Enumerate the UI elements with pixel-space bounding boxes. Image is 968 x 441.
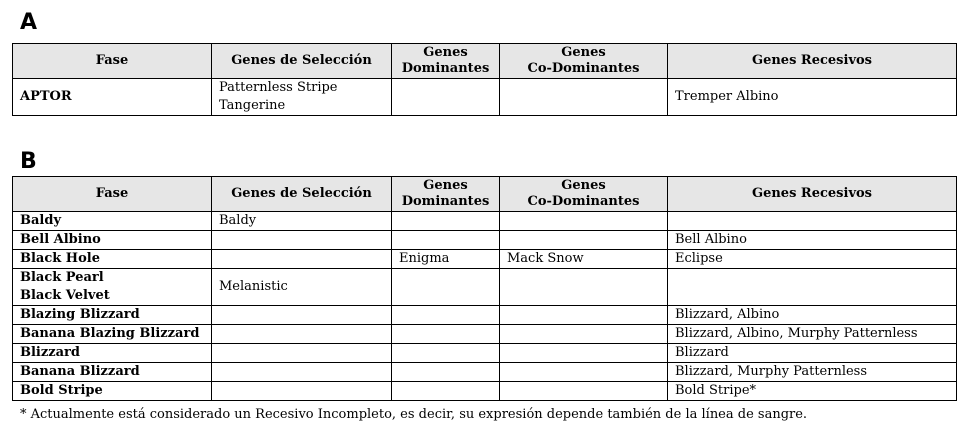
header-genes-codominantes-line: Co-Dominantes (527, 61, 640, 76)
cell-fase-text: APTOR (20, 89, 72, 104)
header-genes-codominantes-line: Co-Dominantes (527, 194, 640, 209)
genes-table-a (12, 43, 957, 116)
cell-recesivos-text: Blizzard, Albino, Murphy Patternless (675, 326, 918, 341)
header-fase-line: Fase (95, 186, 129, 201)
cell-recesivos (668, 382, 957, 401)
footnote: * Actualmente está considerado un Recesivo Incompleto, es decir, su expresión depende también de la línea de sangre. (20, 407, 808, 422)
cell-dominantes (392, 79, 500, 116)
table-a-header-row (13, 44, 957, 79)
cell-recesivos-text: Bold Stripe* (675, 383, 757, 398)
cell-codominantes (500, 325, 668, 344)
cell-recesivos-text: Blizzard, Murphy Patternless (675, 364, 868, 379)
cell-seleccion-text: Melanistic (219, 279, 288, 294)
cell-seleccion-text: Patternless Stripe (219, 80, 338, 95)
cell-fase-text: Bold Stripe (20, 383, 103, 398)
cell-seleccion-text: Tangerine (219, 98, 286, 113)
table-row (13, 363, 957, 382)
cell-recesivos (668, 231, 957, 250)
cell-seleccion-text: Baldy (219, 213, 257, 228)
cell-dominantes-text: Enigma (399, 251, 450, 266)
header-genes-recesivos-line: Genes Recesivos (751, 53, 872, 68)
table-row (13, 250, 957, 269)
cell-codominantes-text: Mack Snow (507, 251, 584, 266)
cell-codominantes (500, 231, 668, 250)
cell-codominantes (500, 250, 668, 269)
cell-fase-text: Black Hole (20, 251, 100, 266)
cell-seleccion (212, 306, 392, 325)
cell-fase-text: Banana Blizzard (20, 364, 140, 379)
cell-fase (13, 325, 212, 344)
cell-fase (13, 231, 212, 250)
cell-dominantes (392, 325, 500, 344)
header-genes-seleccion (212, 44, 392, 79)
cell-fase (13, 306, 212, 325)
cell-recesivos-text: Bell Albino (675, 232, 747, 247)
cell-seleccion (212, 382, 392, 401)
cell-seleccion (212, 269, 392, 306)
header-genes-dominantes (392, 44, 500, 79)
cell-dominantes (392, 269, 500, 306)
cell-recesivos-text: Eclipse (675, 251, 723, 266)
header-genes-dominantes (392, 177, 500, 212)
cell-fase-text: Banana Blazing Blizzard (20, 326, 200, 341)
table-row (13, 269, 957, 306)
cell-codominantes (500, 344, 668, 363)
cell-seleccion (212, 250, 392, 269)
cell-fase (13, 250, 212, 269)
genes-table-b (12, 176, 957, 401)
cell-fase-text: Baldy (20, 213, 61, 228)
cell-codominantes (500, 382, 668, 401)
cell-recesivos (668, 306, 957, 325)
cell-recesivos (668, 344, 957, 363)
cell-seleccion (212, 363, 392, 382)
cell-fase (13, 344, 212, 363)
cell-fase-text: Black Velvet (20, 288, 110, 303)
cell-dominantes (392, 382, 500, 401)
cell-fase-text: Blazing Blizzard (20, 307, 140, 322)
cell-seleccion (212, 344, 392, 363)
cell-dominantes (392, 250, 500, 269)
header-fase (13, 44, 212, 79)
header-genes-codominantes (500, 177, 668, 212)
table-b-body (13, 212, 957, 401)
header-genes-dominantes-line: Dominantes (401, 194, 490, 209)
header-genes-seleccion-line: Genes de Selección (231, 186, 372, 201)
table-row (13, 306, 957, 325)
cell-dominantes (392, 306, 500, 325)
cell-dominantes (392, 212, 500, 231)
header-genes-recesivos-line: Genes Recesivos (751, 186, 872, 201)
cell-recesivos (668, 250, 957, 269)
header-genes-codominantes-line: Genes (561, 178, 606, 193)
cell-seleccion (212, 231, 392, 250)
header-genes-recesivos (668, 177, 957, 212)
cell-seleccion (212, 79, 392, 116)
header-fase (13, 177, 212, 212)
table-row (13, 231, 957, 250)
cell-seleccion (212, 325, 392, 344)
header-genes-dominantes-line: Dominantes (401, 61, 490, 76)
cell-codominantes (500, 269, 668, 306)
table-b-header-row (13, 177, 957, 212)
table-a-body (13, 79, 957, 116)
header-genes-recesivos (668, 44, 957, 79)
cell-codominantes (500, 306, 668, 325)
table-row (13, 79, 957, 116)
section-a-label: A (20, 10, 38, 35)
cell-dominantes (392, 363, 500, 382)
cell-recesivos (668, 269, 957, 306)
header-genes-dominantes-line: Genes (423, 178, 468, 193)
cell-codominantes (500, 363, 668, 382)
section-b-label: B (20, 149, 37, 174)
header-genes-codominantes-line: Genes (561, 45, 606, 60)
cell-fase (13, 269, 212, 306)
header-genes-codominantes (500, 44, 668, 79)
cell-recesivos (668, 363, 957, 382)
cell-recesivos-text: Blizzard, Albino (675, 307, 780, 322)
table-row (13, 212, 957, 231)
cell-fase-text: Bell Albino (20, 232, 101, 247)
cell-fase (13, 79, 212, 116)
cell-fase (13, 363, 212, 382)
header-genes-seleccion-line: Genes de Selección (231, 53, 372, 68)
cell-recesivos (668, 325, 957, 344)
cell-recesivos-text: Blizzard (675, 345, 729, 360)
cell-codominantes (500, 212, 668, 231)
table-row (13, 325, 957, 344)
header-genes-seleccion (212, 177, 392, 212)
header-genes-dominantes-line: Genes (423, 45, 468, 60)
cell-codominantes (500, 79, 668, 116)
cell-dominantes (392, 231, 500, 250)
cell-seleccion (212, 212, 392, 231)
cell-fase-text: Black Pearl (20, 270, 104, 285)
table-row (13, 382, 957, 401)
table-row (13, 344, 957, 363)
cell-fase-text: Blizzard (20, 345, 80, 360)
cell-fase (13, 382, 212, 401)
cell-fase (13, 212, 212, 231)
cell-recesivos (668, 212, 957, 231)
cell-recesivos-text: Tremper Albino (675, 89, 779, 104)
header-fase-line: Fase (95, 53, 129, 68)
cell-dominantes (392, 344, 500, 363)
cell-recesivos (668, 79, 957, 116)
